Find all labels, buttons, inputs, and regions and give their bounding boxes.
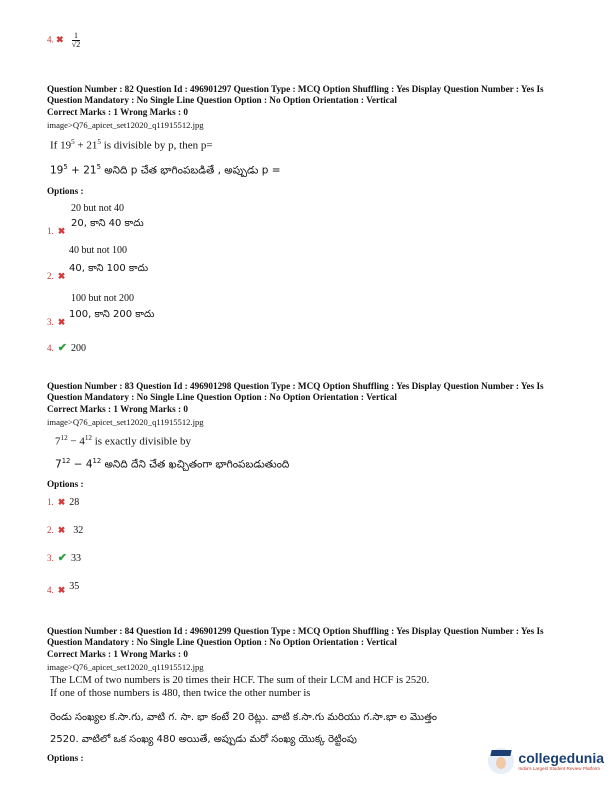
q84-meta-line1: Question Number : 84 Question Id : 496901299 Question Type : MCQ Option Shuffling : Yes Display Question Number : Yes Is bbox=[47, 626, 544, 636]
q83-option3 bbox=[47, 548, 81, 566]
q82-meta-line1: Question Number : 82 Question Id : 496901297 Question Type : MCQ Option Shuffling : Yes Display Question Number : Yes Is bbox=[47, 84, 544, 94]
q82-options-label: Options : bbox=[47, 186, 84, 196]
q82-option1-telugu: 20, కాని 40 కాదు bbox=[71, 218, 144, 229]
q83-marks: Correct Marks : 1 Wrong Marks : 0 bbox=[47, 404, 188, 414]
fraction-numerator: 1 bbox=[72, 32, 80, 41]
wrong-mark-icon: ✖ bbox=[57, 585, 66, 595]
option-number: 2. bbox=[47, 271, 54, 281]
q83-image-name: image>Q76_apicet_set12020_q11915512.jpg bbox=[47, 417, 204, 427]
q83-option2-value: 32 bbox=[73, 525, 84, 536]
logo-tagline: India's Largest Student Review Platform bbox=[518, 765, 600, 771]
q84-question-english-line2: If one of those numbers is 480, then twice the other number is bbox=[50, 688, 311, 699]
q84-question-english-line1: The LCM of two numbers is 20 times their HCF. The sum of their LCM and HCF is 2520. bbox=[50, 675, 430, 686]
option-number: 1. bbox=[47, 497, 54, 507]
wrong-mark-icon: ✖ bbox=[57, 525, 66, 535]
q82-marks: Correct Marks : 1 Wrong Marks : 0 bbox=[47, 107, 188, 117]
q82-option2-english: 40 but not 100 bbox=[69, 245, 128, 256]
option-number: 3. bbox=[47, 317, 54, 327]
option-number: 1. bbox=[47, 226, 54, 236]
q82-option2-telugu: 40, కాని 100 కాదు bbox=[69, 263, 149, 274]
q82-option3-english: 100 but not 200 bbox=[71, 293, 135, 304]
q83-option1 bbox=[47, 492, 79, 510]
option-number: 4. bbox=[47, 34, 54, 45]
q83-option1-value: 28 bbox=[69, 497, 80, 508]
q83-meta-line2: Question Mandatory : No Single Line Question Option : No Option Orientation : Vertical bbox=[47, 392, 397, 402]
prev-question-option-4 bbox=[47, 32, 80, 49]
fraction-denominator: √2 bbox=[71, 40, 81, 49]
collegedunia-logo bbox=[488, 748, 604, 774]
q82-option3-telugu: 100, కాని 200 కాదు bbox=[69, 309, 155, 320]
q82-option4-english: 200 bbox=[70, 343, 86, 354]
graduate-avatar-icon bbox=[488, 748, 514, 774]
wrong-mark-icon: ✖ bbox=[57, 271, 66, 281]
option-number: 2. bbox=[47, 525, 54, 535]
wrong-mark-icon: ✖ bbox=[57, 497, 66, 507]
q84-question-telugu-line1: రెండు సంఖ్యల క.సా.గు, వాటి గ. సా. భా కంటే 20 రెట్లు. వాటి క.సా.గు మరియు గ.సా.భా ల మొత్తం bbox=[50, 712, 437, 723]
q82-question-english: If $19^5 + 21^5$ is divisible by p, then p= bbox=[50, 138, 213, 152]
q84-options-label: Options : bbox=[47, 753, 84, 763]
q84-meta-line2: Question Mandatory : No Single Line Question Option : No Option Orientation : Vertical bbox=[47, 637, 397, 647]
option-number: 4. bbox=[47, 343, 54, 353]
option-number: 3. bbox=[47, 553, 54, 563]
logo-name: collegedunia bbox=[518, 749, 604, 766]
q82-meta-line2: Question Mandatory : No Single Line Question Option : No Option Orientation : Vertical bbox=[47, 95, 397, 105]
wrong-mark-icon: ✖ bbox=[57, 226, 66, 236]
wrong-mark-icon: ✖ bbox=[57, 317, 66, 327]
q84-marks: Correct Marks : 1 Wrong Marks : 0 bbox=[47, 649, 188, 659]
correct-mark-icon: ✔ bbox=[57, 552, 67, 564]
q83-options-label: Options : bbox=[47, 479, 84, 489]
fraction bbox=[72, 32, 80, 49]
correct-mark-icon: ✔ bbox=[57, 342, 67, 354]
q83-option4 bbox=[47, 580, 79, 598]
q83-question-english: $7^{12} - 4^{12}$ is exactly divisible by bbox=[55, 434, 191, 448]
q82-image-name: image>Q76_apicet_set12020_q11915512.jpg bbox=[47, 120, 204, 130]
q83-option3-value: 33 bbox=[70, 553, 81, 564]
q84-image-name: image>Q76_apicet_set12020_q11915512.jpg bbox=[47, 662, 204, 672]
q82-question-telugu: $19^5 + 21^5$ అనిది p చేత భాగింపబడితే , అప్పుడు p = bbox=[50, 163, 281, 177]
q84-question-telugu-line2: 2520. వాటిలో ఒక సంఖ్య 480 అయితే, అప్పుడు మరో సంఖ్య యొక్క రెట్టింపు bbox=[50, 734, 357, 745]
q82-option4 bbox=[47, 338, 86, 356]
q82-option2 bbox=[47, 266, 65, 284]
q83-question-telugu: $7^{12} - 4^{12}$ అనిది దేని చేత ఖచ్చితంగా భాగింపబడుతుంది bbox=[55, 457, 290, 471]
wrong-mark-icon: ✖ bbox=[56, 34, 64, 45]
q82-option3 bbox=[47, 312, 65, 330]
q83-option4-value: 35 bbox=[69, 581, 80, 592]
q82-option1-english: 20 but not 40 bbox=[71, 203, 125, 214]
q83-option2 bbox=[47, 520, 83, 538]
option-number: 4. bbox=[47, 585, 54, 595]
q82-option1 bbox=[47, 221, 65, 239]
q83-meta-line1: Question Number : 83 Question Id : 496901298 Question Type : MCQ Option Shuffling : Yes Display Question Number : Yes Is bbox=[47, 381, 544, 391]
